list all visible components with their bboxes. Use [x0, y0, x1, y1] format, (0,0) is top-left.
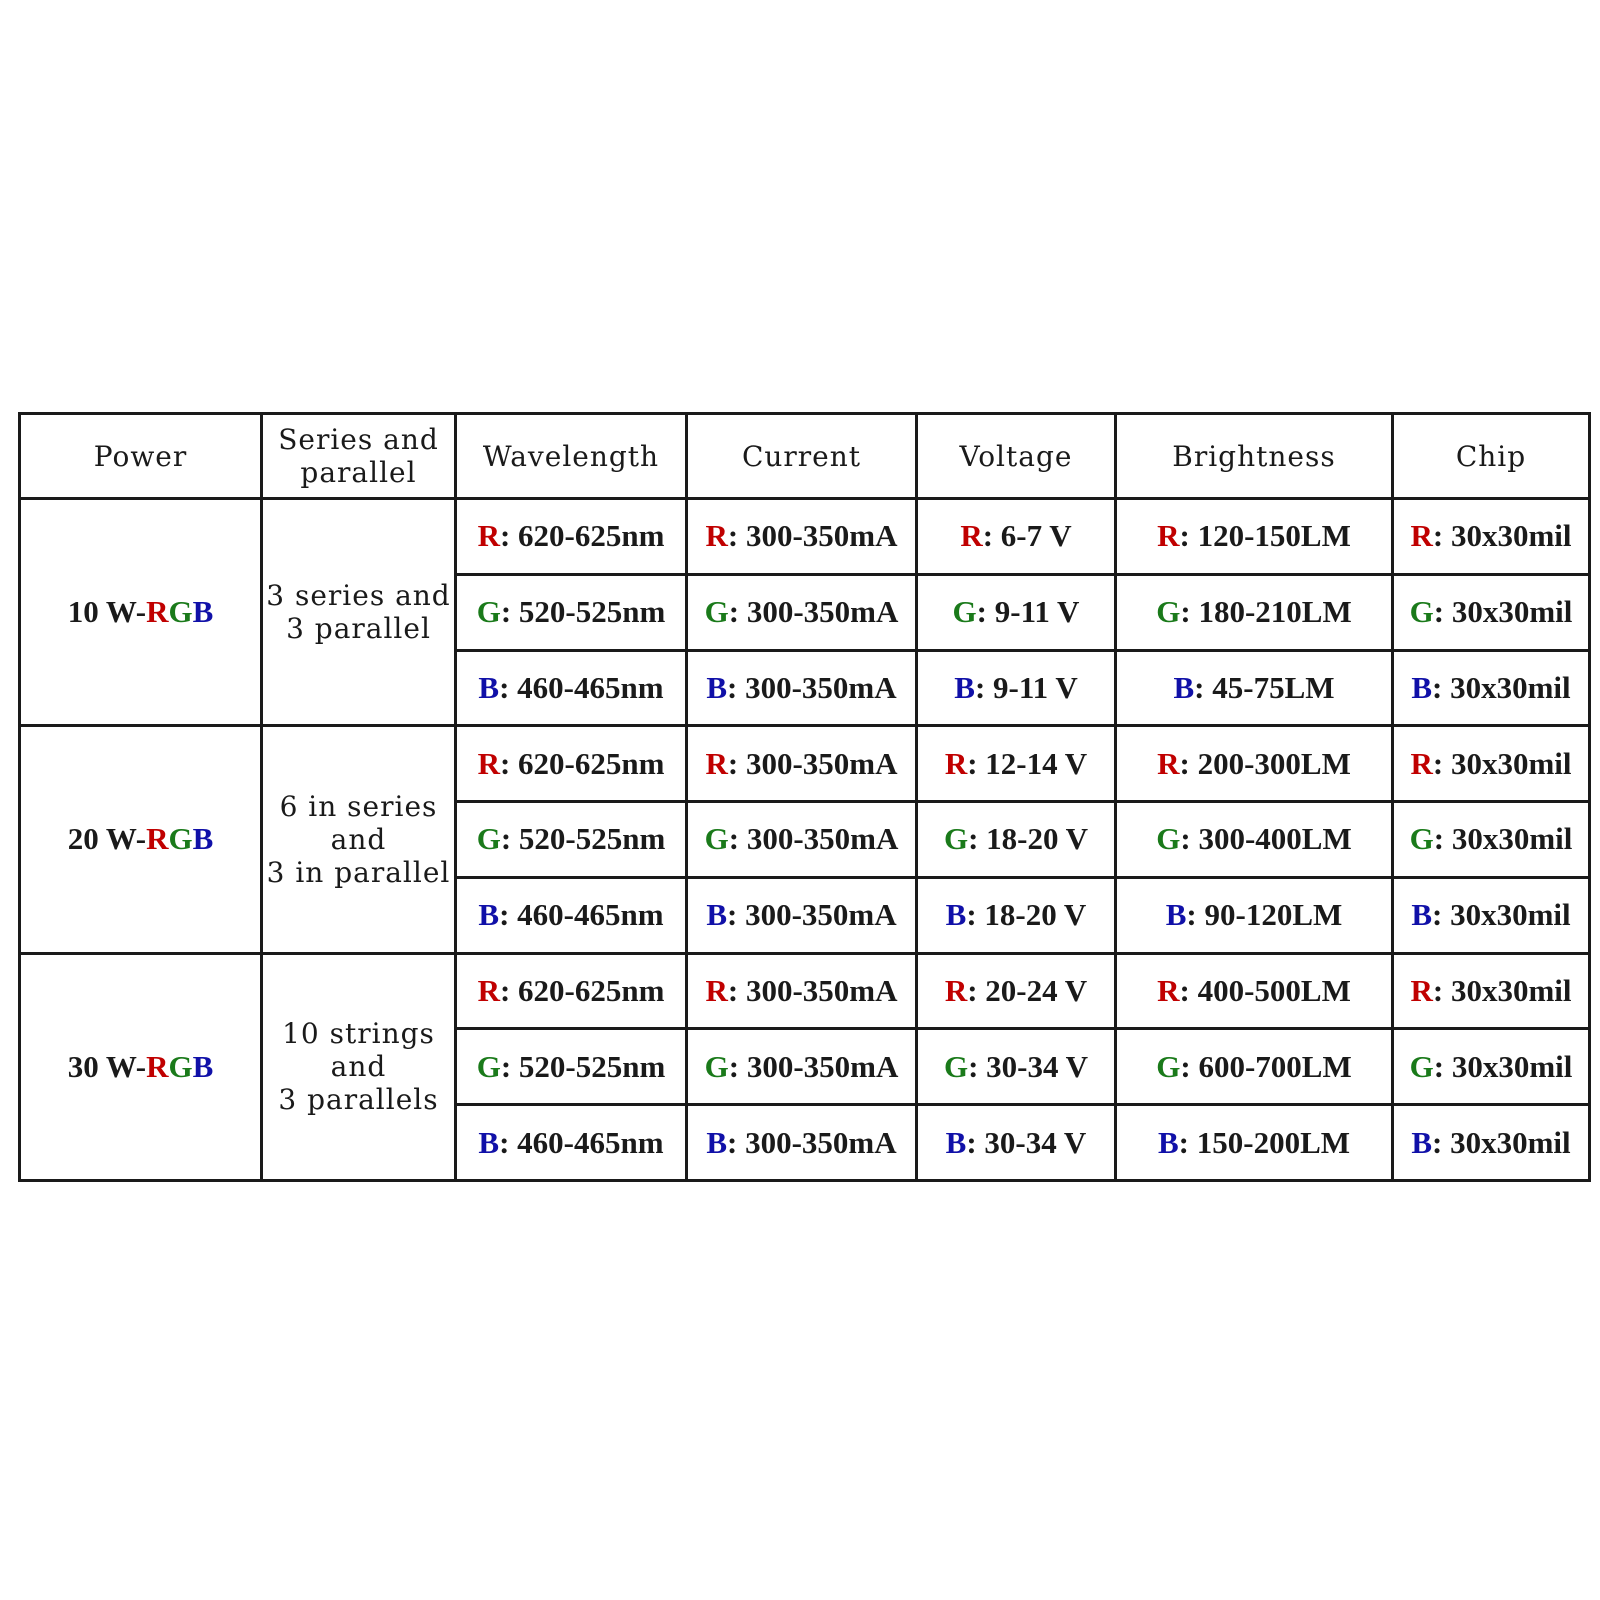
power-letter-r: R — [146, 594, 169, 630]
voltage-cell — [917, 1105, 1116, 1181]
chip-value — [1411, 897, 1570, 932]
wavelength-cell — [456, 802, 687, 878]
voltage-text: : 18-20 V — [966, 897, 1087, 933]
header-series-and-parallel — [262, 414, 456, 499]
voltage-cell — [917, 877, 1116, 953]
current-text: : 300-350mA — [727, 745, 898, 781]
header-power: Power — [20, 414, 262, 499]
power-letter-b: B — [192, 821, 214, 857]
current-text: : 300-350mA — [727, 669, 897, 705]
channel-letter: B — [478, 669, 500, 705]
series-line: and — [330, 822, 387, 856]
wavelength-value — [477, 821, 666, 856]
voltage-text: : 20-24 V — [967, 972, 1088, 1008]
brightness-value — [1157, 973, 1351, 1008]
wavelength-cell — [456, 726, 687, 802]
channel-letter: G — [704, 821, 729, 857]
current-cell — [687, 953, 917, 1029]
channel-letter: G — [1409, 1048, 1434, 1084]
chip-text: : 30x30mil — [1432, 1124, 1571, 1160]
voltage-value — [954, 670, 1077, 705]
channel-letter: G — [1409, 594, 1434, 630]
table-row — [20, 726, 1590, 802]
voltage-value — [945, 973, 1087, 1008]
voltage-value — [944, 821, 1088, 856]
wavelength-value — [478, 897, 663, 932]
wavelength-value — [478, 670, 663, 705]
current-value — [706, 897, 896, 932]
wavelength-value — [478, 973, 665, 1008]
power-letter-g: G — [168, 821, 193, 857]
brightness-value — [1158, 1125, 1350, 1160]
chip-value — [1410, 1049, 1573, 1084]
wavelength-text: : 620-625nm — [499, 972, 665, 1008]
brightness-cell — [1116, 574, 1393, 650]
chip-value — [1410, 821, 1573, 856]
channel-letter: B — [1173, 669, 1195, 705]
channel-letter: R — [944, 972, 968, 1008]
wavelength-text: : 460-465nm — [499, 669, 664, 705]
power-cell — [20, 499, 262, 726]
header-chip: Chip — [1393, 414, 1590, 499]
chip-cell — [1393, 499, 1590, 575]
current-cell — [687, 1105, 917, 1181]
current-cell — [687, 877, 917, 953]
wavelength-value — [478, 518, 665, 553]
header-voltage: Voltage — [917, 414, 1116, 499]
voltage-text: : 9-11 V — [974, 669, 1078, 705]
brightness-text: : 45-75LM — [1194, 669, 1335, 705]
series-line: 3 in parallel — [266, 855, 451, 889]
chip-text: : 30x30mil — [1432, 972, 1572, 1008]
power-letter-g: G — [168, 1048, 193, 1084]
brightness-text: : 120-150LM — [1179, 518, 1351, 554]
wavelength-cell — [456, 1029, 687, 1105]
channel-letter: B — [706, 1124, 728, 1160]
header-series-line-2: parallel — [300, 456, 417, 489]
current-text: : 300-350mA — [727, 1124, 897, 1160]
channel-letter: R — [477, 972, 500, 1008]
current-cell — [687, 499, 917, 575]
power-letter-r: R — [146, 1048, 169, 1084]
power-prefix: 20 W- — [67, 821, 147, 857]
voltage-text: : 12-14 V — [967, 745, 1088, 781]
chip-text: : 30x30mil — [1432, 745, 1572, 781]
series-line: 3 parallel — [286, 612, 431, 646]
wavelength-cell — [456, 1105, 687, 1181]
brightness-cell — [1116, 1029, 1393, 1105]
voltage-cell — [917, 802, 1116, 878]
voltage-cell — [917, 650, 1116, 726]
wavelength-cell — [456, 499, 687, 575]
wavelength-cell — [456, 877, 687, 953]
wavelength-text: : 460-465nm — [499, 897, 664, 933]
header-brightness: Brightness — [1116, 414, 1393, 499]
channel-letter: R — [705, 518, 728, 554]
brightness-cell — [1116, 953, 1393, 1029]
current-text: : 300-350mA — [728, 1048, 899, 1084]
channel-letter: R — [944, 745, 968, 781]
current-value — [706, 973, 898, 1008]
brightness-cell — [1116, 802, 1393, 878]
current-text: : 300-350mA — [728, 594, 899, 630]
brightness-cell — [1116, 499, 1393, 575]
series-line: 6 in series — [279, 789, 438, 823]
voltage-text: : 30-34 V — [966, 1124, 1087, 1160]
voltage-value — [946, 1125, 1087, 1160]
channel-letter: B — [1411, 1124, 1433, 1160]
header-wavelength: Wavelength — [456, 414, 687, 499]
chip-text: : 30x30mil — [1433, 821, 1573, 857]
brightness-text: : 600-700LM — [1180, 1048, 1352, 1084]
brightness-value — [1157, 746, 1351, 781]
chip-text: : 30x30mil — [1433, 594, 1573, 630]
voltage-text: : 9-11 V — [976, 594, 1080, 630]
brightness-text: : 300-400LM — [1180, 821, 1352, 857]
series-line: and — [330, 1050, 387, 1084]
brightness-value — [1156, 594, 1351, 629]
current-value — [706, 518, 898, 553]
voltage-text: : 18-20 V — [968, 821, 1089, 857]
chip-value — [1410, 973, 1571, 1008]
power-letter-b: B — [192, 594, 214, 630]
voltage-cell — [917, 953, 1116, 1029]
wavelength-text: : 520-525nm — [500, 821, 666, 857]
wavelength-cell — [456, 574, 687, 650]
series-line: 3 series and — [266, 579, 451, 613]
brightness-cell — [1116, 650, 1393, 726]
channel-letter: G — [943, 1048, 969, 1084]
wavelength-value — [477, 594, 666, 629]
channel-letter: R — [477, 518, 500, 554]
power-label — [68, 821, 214, 856]
power-prefix: 10 W- — [67, 594, 147, 630]
chip-cell — [1393, 953, 1590, 1029]
channel-letter: G — [952, 594, 977, 630]
brightness-value — [1173, 670, 1334, 705]
power-letter-r: R — [146, 821, 169, 857]
brightness-text: : 200-300LM — [1179, 745, 1351, 781]
chip-cell — [1393, 877, 1590, 953]
voltage-value — [944, 1049, 1088, 1084]
channel-letter: R — [1410, 972, 1433, 1008]
power-label — [68, 1049, 214, 1084]
channel-letter: R — [705, 972, 728, 1008]
channel-letter: R — [1410, 518, 1433, 554]
voltage-value — [945, 746, 1087, 781]
channel-letter: B — [954, 669, 975, 705]
table-body — [20, 499, 1590, 1181]
voltage-cell — [917, 499, 1116, 575]
channel-letter: B — [1157, 1124, 1179, 1160]
voltage-cell — [917, 726, 1116, 802]
wavelength-value — [478, 1125, 663, 1160]
channel-letter: G — [1156, 594, 1181, 630]
current-value — [705, 594, 899, 629]
wavelength-cell — [456, 650, 687, 726]
voltage-cell — [917, 574, 1116, 650]
voltage-value — [946, 897, 1087, 932]
power-cell — [20, 953, 262, 1180]
current-text: : 300-350mA — [727, 972, 898, 1008]
current-text: : 300-350mA — [728, 821, 899, 857]
channel-letter: B — [1411, 669, 1433, 705]
brightness-text: : 150-200LM — [1178, 1124, 1351, 1160]
channel-letter: G — [476, 821, 501, 857]
chip-value — [1410, 518, 1571, 553]
wavelength-text: : 460-465nm — [499, 1124, 664, 1160]
brightness-text: : 400-500LM — [1179, 972, 1351, 1008]
current-value — [706, 670, 896, 705]
channel-letter: B — [478, 897, 500, 933]
channel-letter: G — [476, 594, 501, 630]
header-current: Current — [687, 414, 917, 499]
channel-letter: R — [1157, 745, 1180, 781]
chip-value — [1410, 746, 1571, 781]
current-value — [705, 821, 899, 856]
channel-letter: G — [1156, 821, 1181, 857]
current-text: : 300-350mA — [727, 897, 897, 933]
current-text: : 300-350mA — [727, 518, 898, 554]
series-line: 3 parallels — [278, 1083, 439, 1117]
current-cell — [687, 726, 917, 802]
channel-letter: G — [1409, 821, 1434, 857]
channel-letter: B — [706, 669, 728, 705]
chip-cell — [1393, 574, 1590, 650]
series-parallel-cell — [262, 499, 456, 726]
channel-letter: B — [1411, 897, 1433, 933]
brightness-text: : 90-120LM — [1186, 897, 1343, 933]
channel-letter: G — [704, 594, 729, 630]
brightness-value — [1166, 897, 1343, 932]
power-label — [68, 594, 214, 629]
chip-value — [1411, 670, 1570, 705]
voltage-value — [960, 518, 1071, 553]
channel-letter: G — [704, 1048, 729, 1084]
voltage-cell — [917, 1029, 1116, 1105]
current-cell — [687, 1029, 917, 1105]
voltage-value — [953, 594, 1080, 629]
channel-letter: R — [477, 745, 500, 781]
chip-cell — [1393, 650, 1590, 726]
power-letter-b: B — [192, 1048, 214, 1084]
chip-text: : 30x30mil — [1432, 518, 1572, 554]
power-cell — [20, 726, 262, 953]
wavelength-text: : 520-525nm — [500, 1048, 666, 1084]
brightness-cell — [1116, 1105, 1393, 1181]
brightness-value — [1157, 518, 1351, 553]
wavelength-text: : 620-625nm — [499, 518, 665, 554]
channel-letter: R — [1157, 972, 1180, 1008]
brightness-cell — [1116, 877, 1393, 953]
series-parallel-cell — [262, 726, 456, 953]
chip-cell — [1393, 1029, 1590, 1105]
wavelength-text: : 620-625nm — [499, 745, 665, 781]
wavelength-value — [477, 1049, 666, 1084]
current-cell — [687, 802, 917, 878]
chip-cell — [1393, 802, 1590, 878]
channel-letter: G — [1156, 1048, 1181, 1084]
channel-letter: B — [1165, 897, 1187, 933]
chip-text: : 30x30mil — [1432, 897, 1571, 933]
channel-letter: R — [1157, 518, 1180, 554]
voltage-text: : 30-34 V — [968, 1048, 1089, 1084]
current-value — [706, 746, 898, 781]
table-row — [20, 953, 1590, 1029]
current-value — [706, 1125, 896, 1160]
power-letter-g: G — [168, 594, 193, 630]
header-row — [20, 414, 1590, 499]
current-cell — [687, 574, 917, 650]
channel-letter: B — [478, 1124, 500, 1160]
channel-letter: B — [945, 1124, 967, 1160]
wavelength-cell — [456, 953, 687, 1029]
chip-value — [1411, 1125, 1570, 1160]
voltage-text: : 6-7 V — [982, 518, 1072, 554]
wavelength-value — [478, 746, 665, 781]
channel-letter: G — [943, 821, 969, 857]
power-prefix: 30 W- — [67, 1048, 147, 1084]
brightness-cell — [1116, 726, 1393, 802]
channel-letter: R — [960, 518, 983, 554]
brightness-text: : 180-210LM — [1180, 594, 1352, 630]
channel-letter: G — [476, 1048, 501, 1084]
channel-letter: R — [705, 745, 728, 781]
series-line: 10 strings — [282, 1017, 435, 1051]
current-cell — [687, 650, 917, 726]
series-parallel-cell — [262, 953, 456, 1180]
channel-letter: R — [1410, 745, 1433, 781]
chip-cell — [1393, 726, 1590, 802]
channel-letter: B — [706, 897, 728, 933]
header-series-line-1: Series and — [278, 423, 439, 456]
chip-text: : 30x30mil — [1433, 1048, 1573, 1084]
brightness-value — [1156, 1049, 1351, 1084]
table-row — [20, 499, 1590, 575]
brightness-value — [1156, 821, 1351, 856]
channel-letter: B — [945, 897, 967, 933]
chip-value — [1410, 594, 1573, 629]
current-value — [705, 1049, 899, 1084]
rgb-led-spec-table — [18, 412, 1591, 1182]
chip-text: : 30x30mil — [1432, 669, 1571, 705]
chip-cell — [1393, 1105, 1590, 1181]
wavelength-text: : 520-525nm — [500, 594, 666, 630]
